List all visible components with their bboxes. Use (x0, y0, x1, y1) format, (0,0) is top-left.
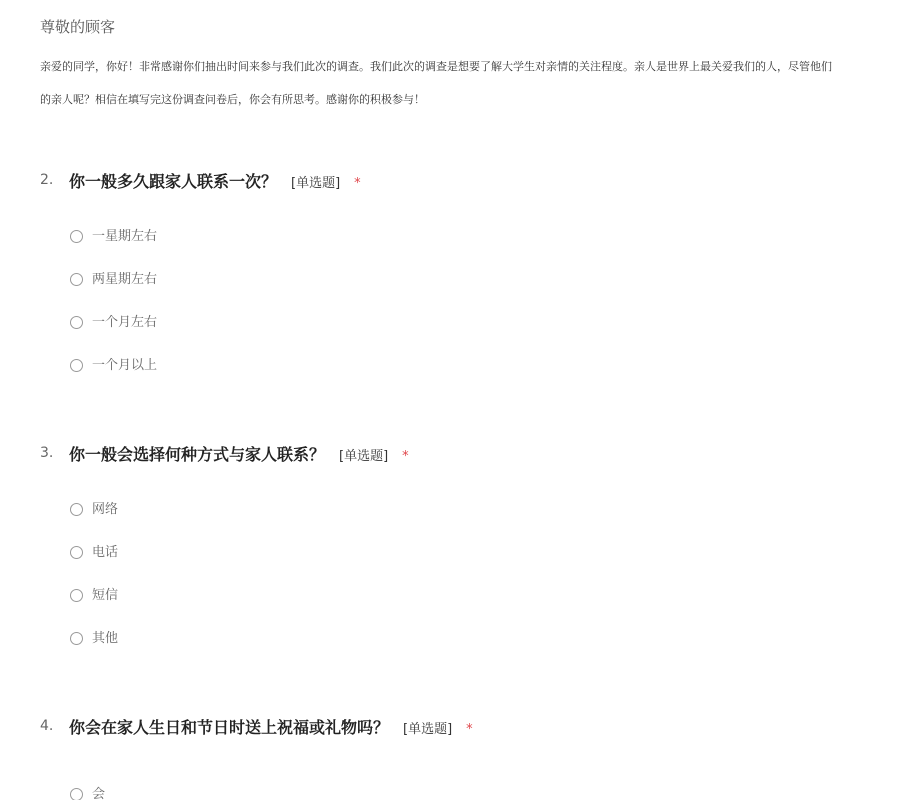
radio-option[interactable] (70, 787, 105, 800)
option-label[interactable]: 电话 (92, 545, 119, 560)
required-asterisk: * (402, 449, 409, 464)
radio-button[interactable] (70, 589, 83, 602)
question-number: 3. (40, 445, 54, 461)
question-type-tag: [单选题] (339, 449, 389, 464)
question-title: 你一般多久跟家人联系一次？ (69, 172, 278, 191)
radio-option[interactable] (70, 588, 118, 631)
question-type-tag: [单选题] (403, 722, 453, 737)
option-label[interactable]: 一个月左右 (92, 315, 158, 330)
radio-option[interactable] (70, 315, 157, 358)
radio-button[interactable] (70, 503, 83, 516)
option-label[interactable]: 会 (92, 787, 106, 800)
question-number: 4. (40, 718, 54, 734)
question-title: 你会在家人生日和节日时送上祝福或礼物吗？ (69, 718, 390, 737)
radio-button[interactable] (70, 273, 83, 286)
option-label[interactable]: 网络 (92, 502, 119, 517)
question-number: 2. (40, 172, 54, 188)
option-list (70, 502, 118, 674)
option-label[interactable]: 一星期左右 (92, 229, 158, 244)
radio-button[interactable] (70, 359, 83, 372)
radio-option[interactable] (70, 502, 118, 545)
question-2 (40, 169, 900, 373)
radio-button[interactable] (70, 230, 83, 243)
radio-option[interactable] (70, 631, 118, 674)
option-label[interactable]: 短信 (92, 588, 119, 603)
option-list (70, 229, 157, 401)
question-header (40, 715, 900, 739)
required-asterisk: * (466, 722, 473, 737)
option-label[interactable]: 一个月以上 (92, 358, 158, 373)
option-list (70, 787, 105, 800)
survey-greeting: 尊敬的顾客 (40, 18, 116, 36)
question-title-wrap (69, 715, 473, 738)
required-asterisk: * (354, 176, 361, 191)
question-title: 你一般会选择何种方式与家人联系？ (69, 445, 326, 464)
intro-text-line-1: 亲爱的同学，你好！非常感谢你们抽出时间来参与我们此次的调查。我们此次的调查是想要了解大学生对亲情的关注程度。亲人是世界上最关爱我们的人，尽管他们 (40, 60, 832, 73)
radio-button[interactable] (70, 546, 83, 559)
question-3 (40, 442, 900, 646)
radio-option[interactable] (70, 272, 157, 315)
radio-option[interactable] (70, 545, 118, 588)
question-4 (40, 715, 900, 800)
question-title-wrap (69, 169, 361, 192)
radio-button[interactable] (70, 316, 83, 329)
radio-button[interactable] (70, 788, 83, 800)
question-header (40, 169, 900, 193)
intro-text-line-2: 的亲人呢？相信在填写完这份调查问卷后，你会有所思考。感谢你的积极参与！ (40, 93, 425, 106)
option-label[interactable]: 其他 (92, 631, 119, 646)
option-label[interactable]: 两星期左右 (92, 272, 158, 287)
radio-option[interactable] (70, 358, 157, 401)
question-header (40, 442, 900, 466)
question-type-tag: [单选题] (291, 176, 341, 191)
radio-button[interactable] (70, 632, 83, 645)
question-title-wrap (69, 442, 409, 465)
radio-option[interactable] (70, 229, 157, 272)
